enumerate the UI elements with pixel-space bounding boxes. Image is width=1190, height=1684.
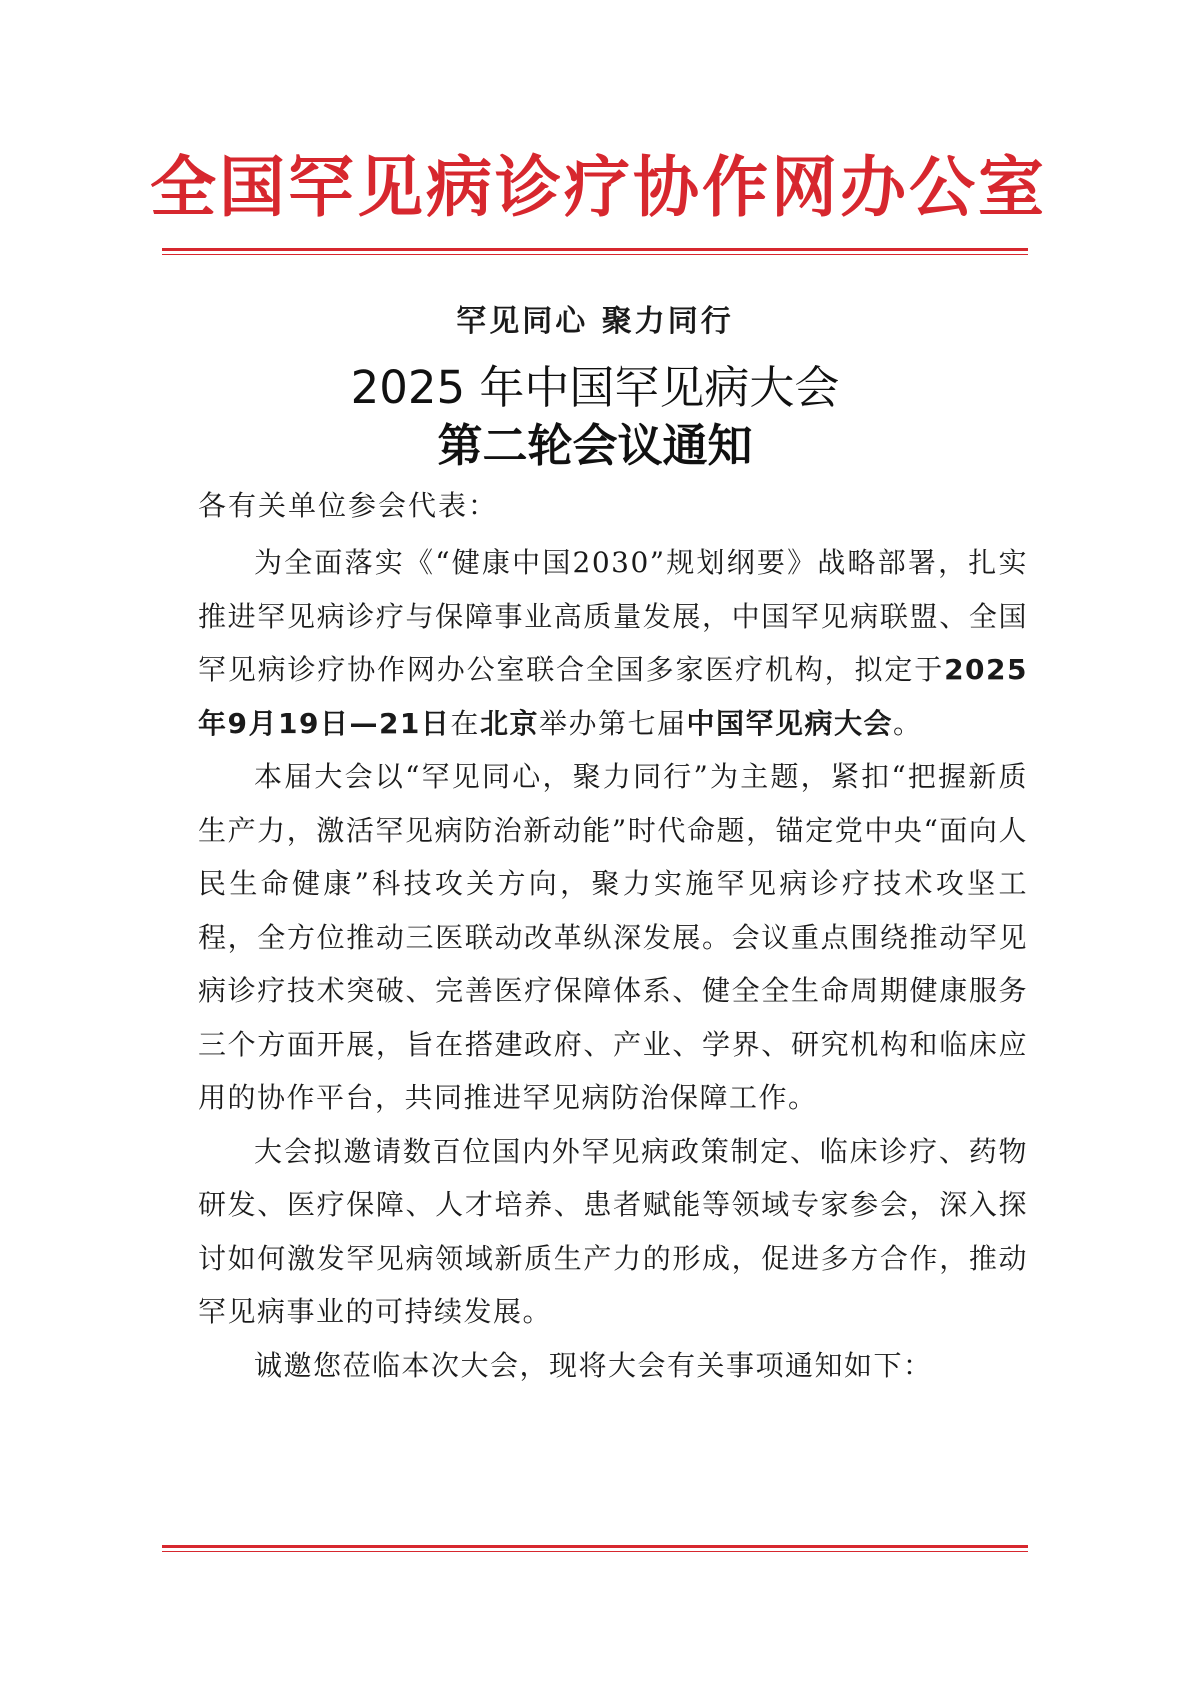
paragraph-3: 大会拟邀请数百位国内外罕见病政策制定、临床诊疗、药物研发、医疗保障、人才培养、患者赋能等领域专家参会，深入探讨如何激发罕见病领域新质生产力的形成，促进多方合作，推动罕见病事业的可持续发展。 (198, 1134, 1028, 1328)
paragraph-4: 诚邀您莅临本次大会，现将大会有关事项通知如下： (254, 1348, 933, 1382)
letterhead-divider-top (162, 248, 1028, 255)
conference-city: 北京 (479, 706, 539, 740)
notice-title-line1: 2025 年中国罕见病大会 (350, 361, 840, 414)
conference-date: 2025年9月19日—21日 (198, 653, 1028, 740)
conference-slogan: 罕见同心 聚力同行 (456, 304, 734, 339)
paragraph-2: 本届大会以“罕见同心，聚力同行”为主题，紧扣“把握新质生产力，激活罕见病防治新动能”时代命题，锚定党中央“面向人民生命健康”科技攻关方向，聚力实施罕见病诊疗技术攻坚工程，全方位推动三医联动改革纵深发展。会议重点围绕推动罕见病诊疗技术突破、完善医疗保障体系、健全全生命周期健康服务三个方面开展，旨在搭建政府、产业、学界、研究机构和临床应用的协作平台，共同推进罕见病防治保障工作。 (198, 760, 1028, 1114)
organization-letterhead-title: 全国罕见病诊疗协作网办公室 (150, 149, 1047, 226)
salutation: 各有关单位参会代表： (198, 489, 499, 522)
notice-title-line2: 第二轮会议通知 (437, 419, 753, 472)
footer-divider (162, 1545, 1028, 1552)
paragraph-1: 为全面落实《“健康中国2030”规划纲要》战略部署，扎实推进罕见病诊疗与保障事业高质量发展，中国罕见病联盟、全国罕见病诊疗协作网办公室联合全国多家医疗机构，拟定于2025年9月19日—21日在北京举办第七届中国罕见病大会。 (198, 546, 1028, 740)
conference-name: 中国罕见病大会 (686, 706, 893, 740)
notice-body (198, 536, 1028, 1392)
